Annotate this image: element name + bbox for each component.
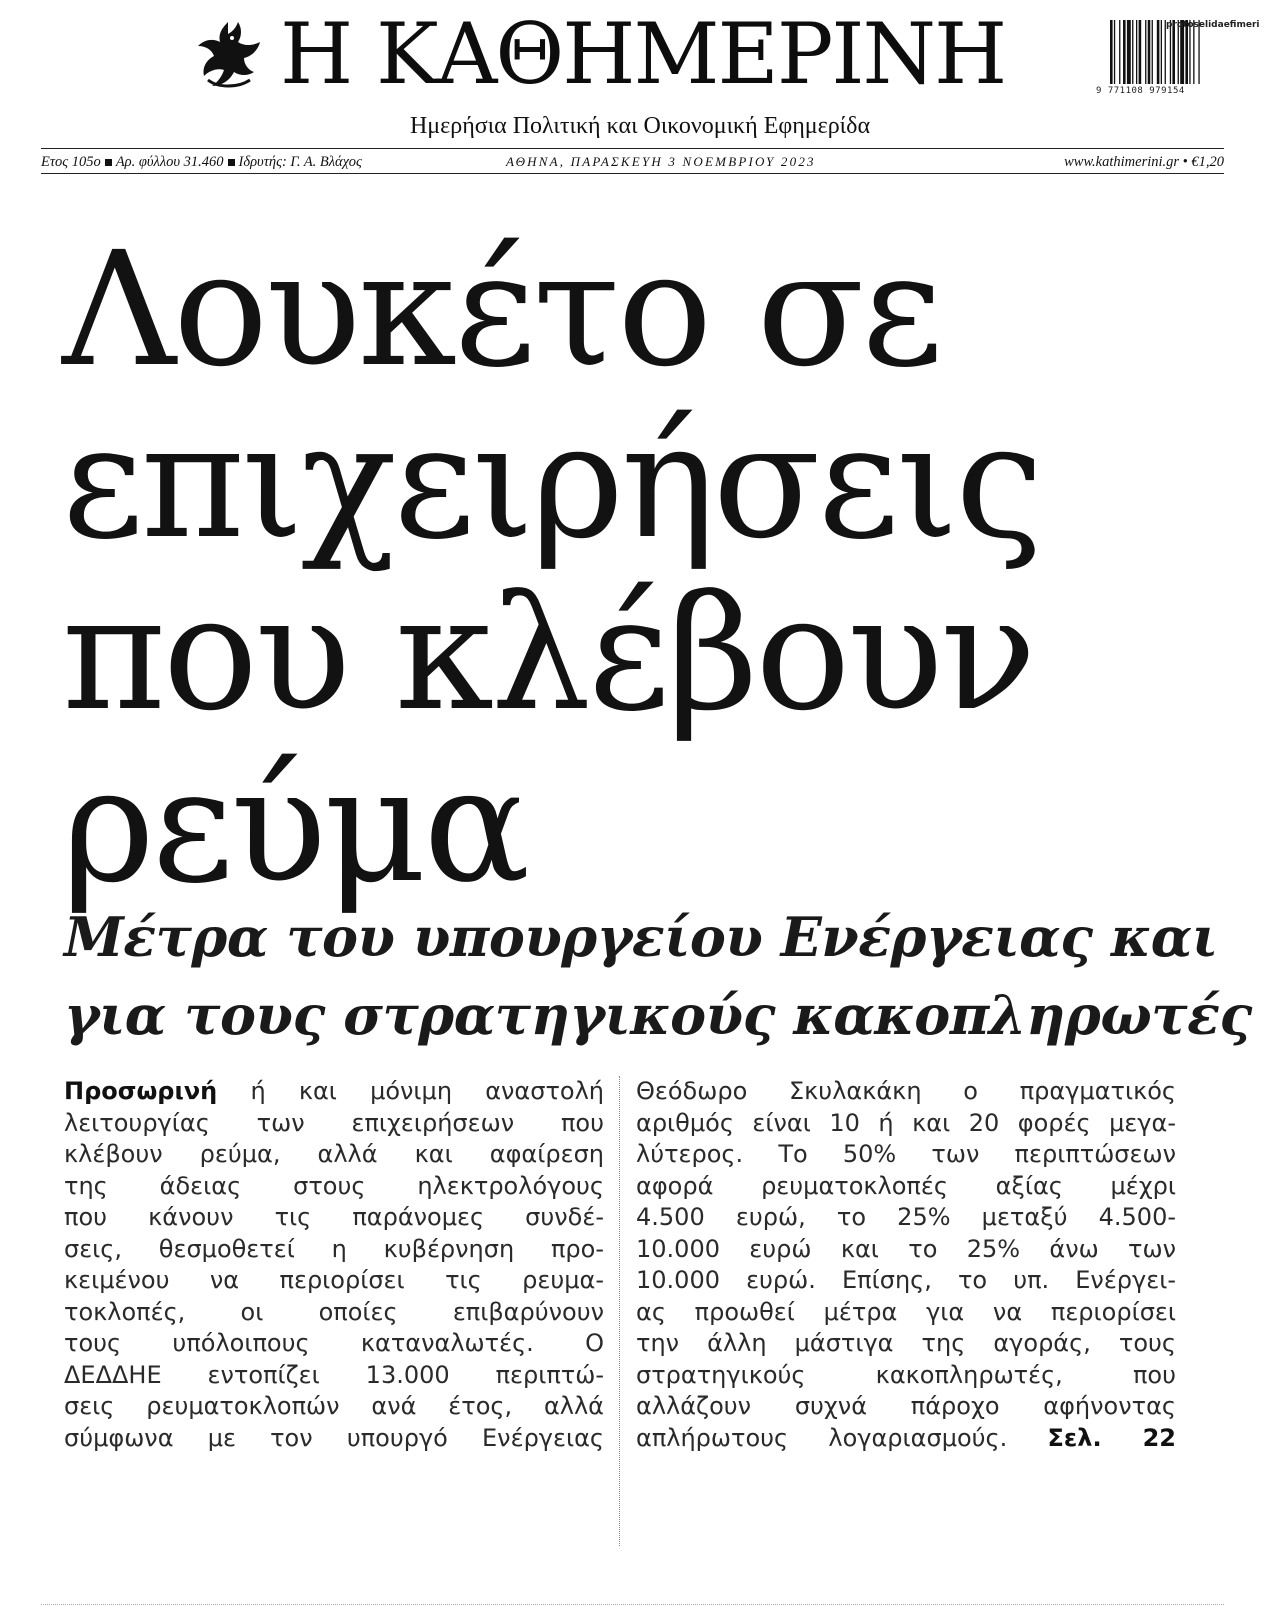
body-line: κλέβουν ρεύμα, αλλά και αφαίρεση xyxy=(64,1140,604,1168)
headline-line: ρεύμα xyxy=(62,734,528,918)
body-line: που κάνουν τις παράνομες συνδέ- xyxy=(64,1203,604,1231)
subhead-line: για τους στρατηγικούς κακοπληρωτές xyxy=(64,983,1252,1047)
newspaper-tagline: Ημερήσια Πολιτική και Οικονομική Εφημερίδα xyxy=(409,113,871,139)
body-line: 10.000 ευρώ και το 25% άνω των xyxy=(636,1234,1176,1263)
body-text: ή και μόνιμη αναστολή xyxy=(250,1077,604,1105)
body-line: λειτουργίας των επιχειρήσεων που xyxy=(64,1108,604,1137)
masthead xyxy=(0,0,1267,150)
founder: Ιδρυτής: Γ. Α. Βλάχος xyxy=(238,154,362,170)
article-column-right xyxy=(636,1076,1176,1454)
body-line: αριθμός είναι 10 ή και 20 φορές μεγα- xyxy=(636,1108,1176,1137)
article-column-left xyxy=(64,1076,604,1454)
main-headline xyxy=(62,218,1202,918)
barcode-bar xyxy=(1152,20,1153,84)
headline-line: που κλέβουν xyxy=(62,562,1034,746)
square-separator-icon xyxy=(228,159,235,166)
barcode-bar xyxy=(1114,20,1115,84)
body-line: αλλάζουν συχνά πάροχο αφήνοντας xyxy=(636,1392,1176,1420)
barcode-label: protoselidaefimeri xyxy=(1166,20,1260,30)
body-line: λύτερος. Το 50% των περιπτώσεων xyxy=(636,1140,1176,1168)
website-price: www.kathimerini.gr • €1,20 xyxy=(1064,154,1224,170)
barcode-bar xyxy=(1161,20,1162,84)
dateline: ΑΘΗΝΑ, ΠΑΡΑΣΚΕΥΗ 3 ΝΟΕΜΒΡΙΟΥ 2023 xyxy=(506,154,816,169)
lead-word: Προσωρινή xyxy=(64,1077,218,1105)
body-line: σεις, θεσμοθετεί η κυβέρνηση προ- xyxy=(64,1234,604,1263)
body-line xyxy=(636,1423,1176,1455)
body-line xyxy=(64,1076,604,1108)
headline-line: Λουκέτο σε xyxy=(62,218,941,402)
body-line: την άλλη μάστιγα της αγοράς, τους xyxy=(636,1329,1176,1357)
barcode-bar xyxy=(1136,20,1137,84)
body-line: τους υπόλοιπους καταναλωτές. Ο xyxy=(64,1329,604,1357)
barcode-bar xyxy=(1157,20,1160,84)
square-separator-icon xyxy=(105,159,112,166)
body-line: σεις ρευματοκλοπών ανά έτος, αλλά xyxy=(64,1392,604,1420)
barcode-bar xyxy=(1119,20,1120,84)
issue-details xyxy=(41,152,362,172)
body-line: ΔΕΔΔΗΕ εντοπίζει 13.000 περιπτώ- xyxy=(64,1360,604,1389)
issue-year: Ετος 105ο xyxy=(41,154,101,170)
body-line: 4.500 ευρώ, το 25% μεταξύ 4.500- xyxy=(636,1203,1176,1231)
issue-number: Αρ. φύλλου 31.460 xyxy=(115,154,224,170)
subheadline xyxy=(64,898,1252,1054)
body-line: Θεόδωρο Σκυλακάκη ο πραγματικός xyxy=(636,1077,1176,1105)
body-line: στρατηγικούς κακοπληρωτές, που xyxy=(636,1360,1176,1389)
bottom-rule xyxy=(41,173,1224,174)
newspaper-name: Η ΚΑΘΗΜΕΡΙΝΗ xyxy=(280,5,1006,103)
barcode-bar xyxy=(1132,20,1133,84)
page-reference: Σελ. 22 xyxy=(1047,1423,1176,1452)
page-bottom-rule xyxy=(41,1604,1224,1605)
barcode-digits: 9 771108 979154 xyxy=(1096,86,1185,96)
body-line: της άδειας στους ηλεκτρολόγους xyxy=(64,1171,604,1200)
subhead-line: Μέτρα του υπουργείου Ενέργειας και xyxy=(64,905,1218,969)
barcode-bar xyxy=(1110,20,1113,84)
barcode-bar xyxy=(1139,20,1142,84)
body-line: κειμένου να περιορίσει τις ρευμα- xyxy=(64,1266,604,1294)
top-rule xyxy=(41,148,1224,149)
body-line: αφορά ρευματοκλοπές αξίας μέχρι xyxy=(636,1171,1176,1200)
body-line: ας προωθεί μέτρα για να περιορίσει xyxy=(636,1297,1176,1326)
body-text: απλήρωτους λογαριασμούς. xyxy=(636,1423,1008,1452)
body-line: 10.000 ευρώ. Επίσης, το υπ. Ενέργει- xyxy=(636,1266,1176,1294)
barcode-bar xyxy=(1145,20,1146,84)
griffin-logo-icon xyxy=(188,14,268,94)
barcode-bar xyxy=(1148,20,1151,84)
body-line: σύμφωνα με τον υπουργό Ενέργειας xyxy=(64,1423,604,1452)
barcode-bar xyxy=(1127,20,1131,84)
body-line: τοκλοπές, οι οποίες επιβαρύνουν xyxy=(64,1297,604,1326)
headline-line: επιχειρήσεις xyxy=(62,390,1041,574)
issue-info-bar xyxy=(41,152,1224,172)
column-divider xyxy=(619,1076,620,1546)
barcode-bar xyxy=(1123,20,1126,84)
